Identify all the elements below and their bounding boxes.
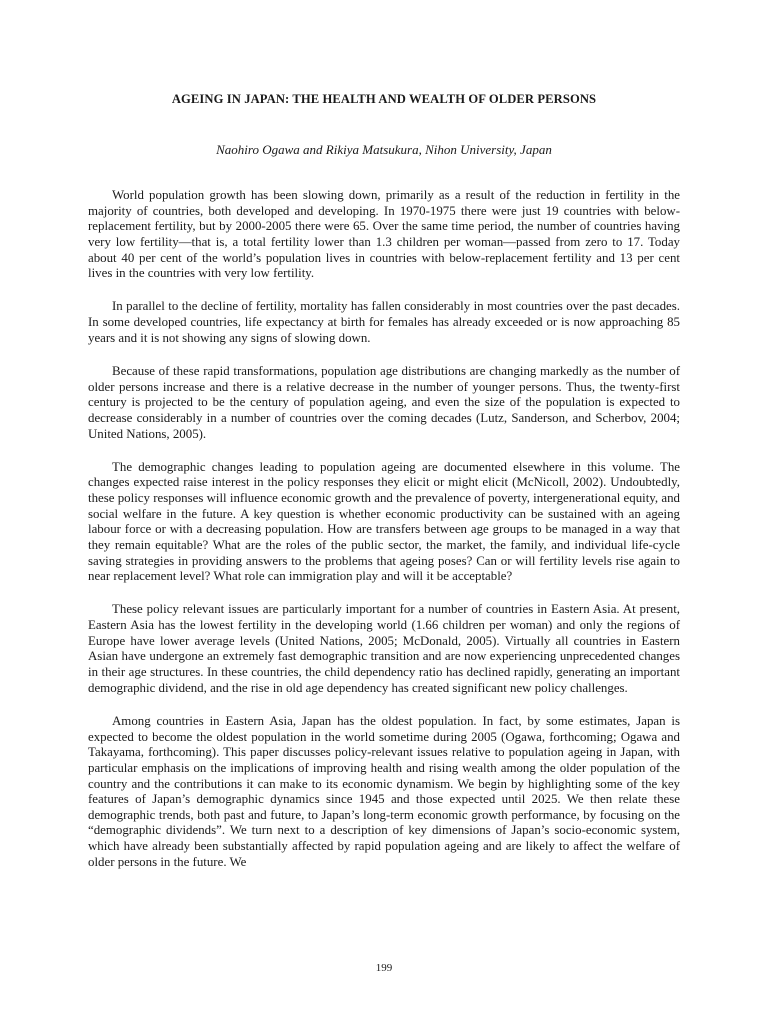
page-number: 199 xyxy=(375,962,393,974)
paragraph-2: In parallel to the decline of fertility, mortality has fallen considerably in most countries over the past decades. In some developed countries, life expectancy at birth for females has already exceeded or is now approaching 85 years and it is not showing any signs of slowing down. xyxy=(88,299,680,345)
paper-title: AGEING IN JAPAN: THE HEALTH AND WEALTH OF OLDER PERSONS xyxy=(171,92,597,106)
body-text xyxy=(88,188,680,888)
paragraph-3: Because of these rapid transformations, population age distributions are changing markedly as the number of older persons increase and there is a relative decrease in the number of younger persons. Thus, the twenty-first century is projected to be the century of population ageing, and even the size of the population is expected to decrease considerably in a number of countries over the coming decades (Lutz, Sanderson, and Scherbov, 2004; United Nations, 2005). xyxy=(88,363,680,441)
paragraph-5: These policy relevant issues are particularly important for a number of countries in Eastern Asia. At present, Eastern Asia has the lowest fertility in the developing world (1.66 children per woman) and only the regions of Europe have lower average levels (United Nations, 2005; McDonald, 2005). Virtually all countries in Eastern Asian have undergone an extremely fast demographic transition and are now experiencing unprecedented changes in their age structures. In these countries, the child dependency ratio has declined rapidly, generating an important demographic dividend, and the rise in old age dependency has created significant new policy challenges. xyxy=(88,602,680,695)
paragraph-4: The demographic changes leading to population ageing are documented elsewhere in this volume. The changes expected raise interest in the policy responses they elicit or might elicit (McNicoll, 2002). Undoubtedly, these policy responses will influence economic growth and the prevalence of poverty, intergenerational equity, and social welfare in the future. A key question is whether economic productivity can be sustained with an ageing labour force or with a decreasing population. How are transfers between age groups to be managed in a way that they remain equitable? What are the roles of the public sector, the market, the family, and individual life-cycle saving strategies in providing answers to the problems that ageing poses? Can or will fertility levels rise again to near replacement level? What role can immigration play and will it be acceptable? xyxy=(88,459,680,584)
paragraph-1: World population growth has been slowing down, primarily as a result of the reduction in fertility in the majority of countries, both developed and developing. In 1970-1975 there were just 19 countries with below-replacement fertility, but by 2000-2005 there were 65. Over the same time period, the number of countries having very low fertility—that is, a total fertility lower than 1.3 children per woman—passed from zero to 17. Today about 40 per cent of the world’s population lives in countries with below-replacement fertility and 13 per cent lives in the countries with very low fertility. xyxy=(88,188,680,281)
paragraph-6: Among countries in Eastern Asia, Japan has the oldest population. In fact, by some estimates, Japan is expected to become the oldest population in the world sometime during 2005 (Ogawa, forthcoming; Ogawa and Takayama, forthcoming). This paper discusses policy-relevant issues relative to population ageing in Japan, with particular emphasis on the implications of improving health and rising wealth among the older population of the country and the contributions it can make to its economic dynamism. We begin by highlighting some of the key features of Japan’s demographic dynamics since 1945 and those expected until 2025. We then relate these demographic trends, both past and future, to Japan’s long-term economic growth performance, by focusing on the “demographic dividends”. We turn next to a description of key dimensions of Japan’s socio-economic system, which have already been substantially affected by rapid population ageing and are likely to affect the welfare of older persons in the future. We xyxy=(88,713,680,869)
paper-authors: Naohiro Ogawa and Rikiya Matsukura, Nihon University, Japan xyxy=(216,142,552,157)
